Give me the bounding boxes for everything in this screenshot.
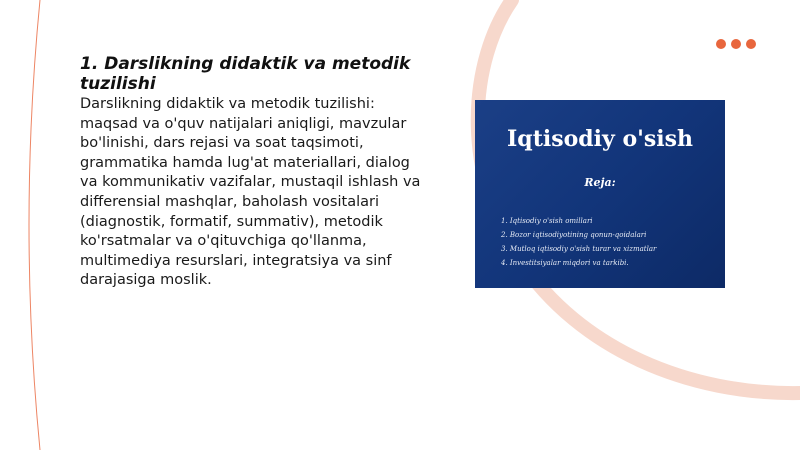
slide-title: Iqtisodiy o'sish	[507, 126, 693, 152]
slide-plan-list	[501, 214, 656, 270]
slide-thumbnail	[475, 100, 725, 288]
section-body: Darslikning didaktik va metodik tuzilishi: maqsad va o'quv natijalari aniqligi, mavzular bo'linishi, dars rejasi va soat taqsimoti, grammatika hamda lug'at materiallari, dialog va kommunikativ vazifalar, mustaqil ishlash va differensial mashqlar, baholash vositalari (diagnostik, formatif, summativ), metodik ko'rsatmalar va o'qituvchiga qo'llanma, multimediya resurslari, integratsiya va sinf darajasiga moslik.	[80, 96, 421, 289]
slide-plan-item: 4. Investitsiyalar miqdori va tarkibi.	[501, 259, 629, 267]
slide-plan-item: 3. Mutloq iqtisodiy o'sish turar va xizmatlar	[501, 245, 657, 253]
slide-plan-item: 1. Iqtisodiy o'sish omillari	[501, 217, 593, 225]
dot	[731, 39, 741, 49]
dot	[716, 39, 726, 49]
slide-plan-item: 2. Bozor iqtisodiyotining qonun-qoidalari	[501, 231, 647, 239]
slide-subtitle: Reja:	[584, 176, 616, 189]
section-heading: 1. Darslikning didaktik va metodik tuzilishi	[80, 54, 411, 94]
dot	[746, 39, 756, 49]
more-dots-icon[interactable]	[716, 39, 756, 49]
